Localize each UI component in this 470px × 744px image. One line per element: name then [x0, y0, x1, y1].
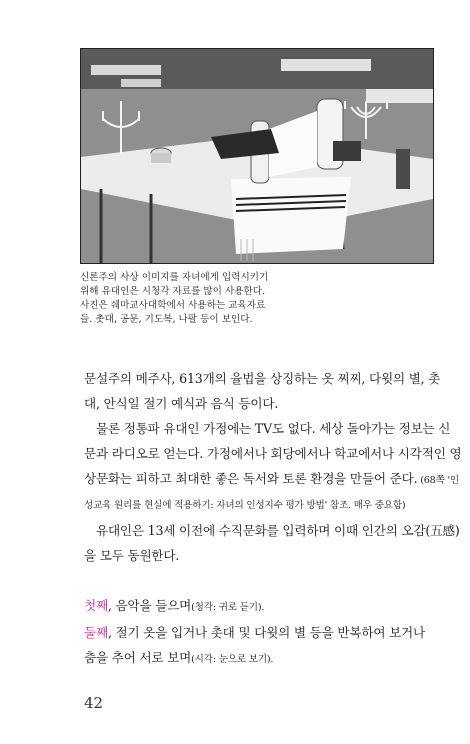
list-text: 춤을 추어 서로 보며 — [84, 650, 192, 665]
list-text: , 절기 옷을 입거나 촛대 및 다윗의 별 등을 반복하여 보거나 — [107, 625, 425, 640]
text-line: 문설주의 메주사, 613개의 율법을 상징하는 옷 찌찌, 다윗의 별, 촛 — [84, 371, 441, 386]
list-item — [84, 620, 436, 645]
caption-line: 위해 유대인은 시청각 자료를 많이 사용한다. — [80, 286, 266, 297]
text-segment: 상문화는 피하고 최대한 좋은 독서와 토론 환경을 만들어 준다. — [84, 471, 418, 486]
list-label: 둘째 — [84, 625, 108, 640]
page-number: 42 — [84, 694, 104, 712]
caption-line: 신론주의 사상 이미지를 자녀에게 입력시키기 — [80, 272, 269, 283]
list-note: (시각: 눈으로 보기). — [191, 654, 274, 665]
reference-note: 성교육 원리를 현실에 적용하기: 자녀의 인성지수 평가 방법' 참조. 매우 중요함) — [84, 500, 406, 511]
text-line — [84, 645, 436, 672]
text-line: 대, 안식일 절기 예식과 음식 등이다. — [84, 396, 279, 411]
reference-note: (68쪽 '인 — [417, 475, 459, 486]
text-line: 유대인은 13세 이전에 수직문화를 입력하며 이때 인간의 오감(五感) — [96, 523, 460, 538]
text-line: 을 모두 동원한다. — [84, 548, 180, 563]
photo-caption — [80, 271, 432, 327]
text-line — [84, 466, 459, 493]
list-note: (청각: 귀로 듣기). — [191, 602, 265, 613]
photo-teaching-materials — [80, 48, 434, 264]
list-text: , 음악을 들으며 — [107, 598, 192, 613]
caption-line: 들. 촛대, 공문, 기도복, 나팔 등이 보인다. — [80, 314, 253, 325]
list-item — [84, 593, 436, 620]
photo-scroll-menorah — [81, 49, 433, 263]
list-label: 첫째 — [84, 598, 108, 613]
body-text — [84, 366, 462, 672]
text-line: 물론 정통파 유대인 가정에는 TV도 없다. 세상 돌아가는 정보는 신 — [96, 421, 451, 436]
text-line: 문과 라디오로 얻는다. 가정에서나 회당에서나 학교에서나 시각적인 영 — [84, 446, 462, 461]
caption-line: 사진은 쉐마교사대학에서 사용하는 교육자료 — [80, 300, 266, 311]
